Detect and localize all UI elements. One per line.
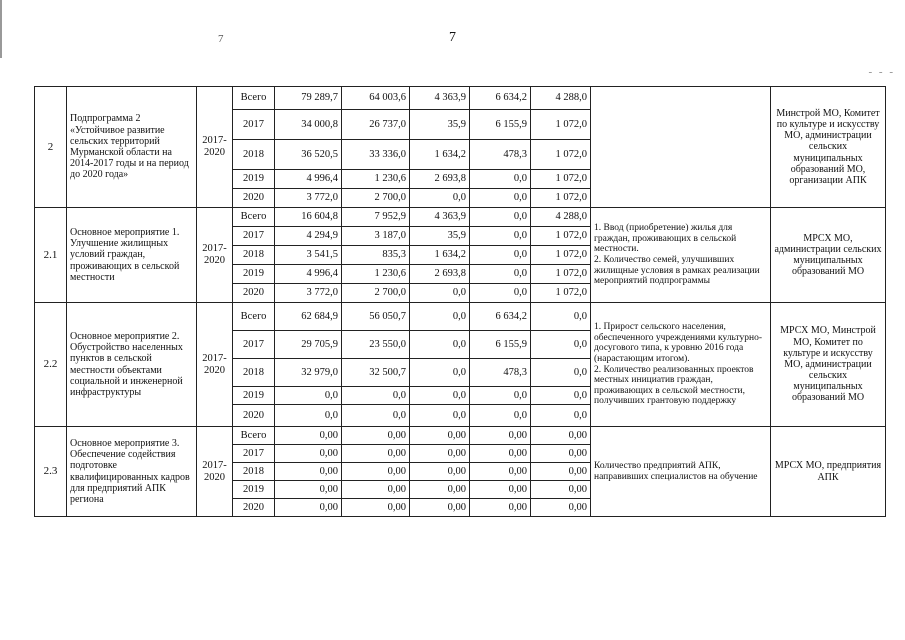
funding-value: 0,0 [470,284,531,303]
funding-value: 0,0 [410,331,470,359]
funding-value: 0,00 [410,499,470,517]
corner-dash-mark: - - - [868,66,895,78]
funding-value: 0,0 [342,405,410,427]
funding-value: 35,9 [410,110,470,140]
table-row [35,87,886,110]
funding-value: 2 700,0 [342,189,410,208]
year-label: Всего [233,208,275,227]
funding-value: 0,0 [470,189,531,208]
year-label: 2017 [233,110,275,140]
funding-value: 6 155,9 [470,331,531,359]
funding-value: 26 737,0 [342,110,410,140]
funding-value: 0,00 [470,499,531,517]
funding-value: 0,0 [470,405,531,427]
funding-value: 32 500,7 [342,359,410,387]
funding-value: 0,0 [410,387,470,405]
year-label: 2019 [233,481,275,499]
funding-value: 0,0 [410,284,470,303]
year-label: 2019 [233,265,275,284]
executors-cell: Минстрой МО, Комитет по культуре и искусству МО, администрации сельских муниципальных образований МО, организации АПК [771,87,886,208]
funding-value: 1 072,0 [531,140,591,170]
funding-value: 4 363,9 [410,87,470,110]
funding-value: 478,3 [470,140,531,170]
funding-value: 4 288,0 [531,87,591,110]
funding-value: 1 072,0 [531,246,591,265]
funding-value: 0,0 [410,189,470,208]
funding-value: 0,00 [342,499,410,517]
funding-value: 0,00 [410,445,470,463]
funding-value: 0,0 [531,359,591,387]
indicators-cell [591,87,771,208]
funding-value: 0,00 [410,463,470,481]
funding-value: 35,9 [410,227,470,246]
funding-value: 1 634,2 [410,246,470,265]
funding-value: 1 072,0 [531,110,591,140]
year-label: 2018 [233,463,275,481]
funding-value: 0,0 [531,331,591,359]
funding-value: 1 230,6 [342,265,410,284]
funding-value: 0,0 [410,303,470,331]
funding-value: 3 187,0 [342,227,410,246]
funding-value: 3 772,0 [275,189,342,208]
executors-cell: МРСХ МО, предприятия АПК [771,427,886,517]
funding-value: 0,0 [470,387,531,405]
funding-value: 23 550,0 [342,331,410,359]
activity-name: Основное мероприятие 3. Обеспечение содействия подготовке квалифицированных кадров для предприятий АПК региона [67,427,197,517]
funding-value: 36 520,5 [275,140,342,170]
funding-value: 6 634,2 [470,87,531,110]
funding-value: 6 155,9 [470,110,531,140]
period-cell: 2017-2020 [197,208,233,303]
funding-value: 0,0 [410,405,470,427]
row-number: 2 [35,87,67,208]
funding-value: 0,00 [531,499,591,517]
funding-value: 0,00 [531,481,591,499]
funding-value: 0,00 [275,481,342,499]
funding-value: 4 996,4 [275,170,342,189]
activity-name: Основное мероприятие 2. Обустройство населенных пунктов в сельской местности объектами социальной и инженерной инфраструктуры [67,303,197,427]
funding-value: 64 003,6 [342,87,410,110]
year-label: 2018 [233,359,275,387]
funding-value: 4 996,4 [275,265,342,284]
funding-value: 16 604,8 [275,208,342,227]
table-row [35,303,886,331]
year-label: 2020 [233,284,275,303]
funding-value: 478,3 [470,359,531,387]
funding-value: 32 979,0 [275,359,342,387]
funding-value: 0,00 [342,445,410,463]
funding-value: 4 363,9 [410,208,470,227]
funding-value: 1 072,0 [531,189,591,208]
table-row [35,427,886,445]
funding-value: 1 072,0 [531,170,591,189]
funding-value: 0,00 [531,445,591,463]
funding-value: 2 693,8 [410,170,470,189]
row-number: 2.3 [35,427,67,517]
funding-value: 62 684,9 [275,303,342,331]
funding-value: 1 230,6 [342,170,410,189]
funding-value: 0,0 [531,387,591,405]
funding-value: 1 634,2 [410,140,470,170]
funding-value: 0,00 [470,445,531,463]
funding-value: 0,0 [470,227,531,246]
year-label: 2020 [233,189,275,208]
funding-value: 0,00 [470,463,531,481]
funding-value: 0,00 [531,427,591,445]
funding-value: 0,00 [275,499,342,517]
funding-value: 0,00 [275,445,342,463]
funding-value: 835,3 [342,246,410,265]
row-number: 2.2 [35,303,67,427]
funding-value: 1 072,0 [531,227,591,246]
funding-value: 0,0 [410,359,470,387]
year-label: Всего [233,303,275,331]
funding-value: 0,00 [410,427,470,445]
year-label: 2020 [233,499,275,517]
period-cell: 2017-2020 [197,303,233,427]
funding-value: 0,00 [410,481,470,499]
page-number: 7 [449,30,456,45]
year-label: 2020 [233,405,275,427]
funding-value: 0,0 [531,303,591,331]
program-table [34,86,886,517]
indicators-cell: 1. Прирост сельского населения, обеспеченного учреждениями культурно-досугового типа, к уровню 2016 года (нарастающим итогом). 2. Количество реализованных проектов местных инициатив граждан, проживающих в сельской местности, получивших грантовую поддержку [591,303,771,427]
executors-cell: МРСХ МО, Минстрой МО, Комитет по культуре и искусству МО, администрации сельских муниципальных образований МО [771,303,886,427]
row-number: 2.1 [35,208,67,303]
year-label: 2017 [233,331,275,359]
funding-value: 0,0 [470,246,531,265]
funding-value: 0,0 [275,387,342,405]
funding-value: 0,00 [470,427,531,445]
page-number-faint: 7 [218,33,224,45]
funding-value: 2 693,8 [410,265,470,284]
year-label: 2018 [233,140,275,170]
funding-value: 1 072,0 [531,265,591,284]
funding-value: 3 541,5 [275,246,342,265]
funding-value: 4 294,9 [275,227,342,246]
period-cell: 2017-2020 [197,427,233,517]
funding-value: 0,00 [342,481,410,499]
funding-value: 0,0 [470,265,531,284]
funding-value: 0,0 [470,208,531,227]
year-label: Всего [233,87,275,110]
indicators-cell: Количество предприятий АПК, направивших специалистов на обучение [591,427,771,517]
funding-value: 0,00 [275,427,342,445]
funding-value: 0,0 [531,405,591,427]
funding-value: 33 336,0 [342,140,410,170]
funding-value: 0,00 [470,481,531,499]
funding-value: 56 050,7 [342,303,410,331]
executors-cell: МРСХ МО, администрации сельских муниципальных образований МО [771,208,886,303]
year-label: 2019 [233,170,275,189]
table-row [35,208,886,227]
year-label: 2019 [233,387,275,405]
year-label: 2017 [233,227,275,246]
indicators-cell: 1. Ввод (приобретение) жилья для граждан, проживающих в сельской местности. 2. Количество семей, улучшивших жилищные условия в рамках реализации мероприятий подпрограммы [591,208,771,303]
funding-value: 6 634,2 [470,303,531,331]
year-label: Всего [233,427,275,445]
funding-value: 3 772,0 [275,284,342,303]
funding-value: 0,0 [470,170,531,189]
funding-value: 0,00 [531,463,591,481]
funding-value: 7 952,9 [342,208,410,227]
scan-edge-mark [0,0,2,58]
funding-value: 0,00 [342,463,410,481]
funding-value: 0,0 [275,405,342,427]
funding-value: 0,00 [342,427,410,445]
funding-value: 34 000,8 [275,110,342,140]
funding-value: 0,0 [342,387,410,405]
funding-value: 0,00 [275,463,342,481]
funding-value: 2 700,0 [342,284,410,303]
activity-name: Подпрограмма 2 «Устойчивое развитие сельских территорий Мурманской области на 2014-2017 годы и на период до 2020 года» [67,87,197,208]
funding-value: 29 705,9 [275,331,342,359]
activity-name: Основное мероприятие 1. Улучшение жилищных условий граждан, проживающих в сельской местности [67,208,197,303]
funding-value: 4 288,0 [531,208,591,227]
funding-value: 1 072,0 [531,284,591,303]
year-label: 2017 [233,445,275,463]
year-label: 2018 [233,246,275,265]
period-cell: 2017-2020 [197,87,233,208]
funding-value: 79 289,7 [275,87,342,110]
